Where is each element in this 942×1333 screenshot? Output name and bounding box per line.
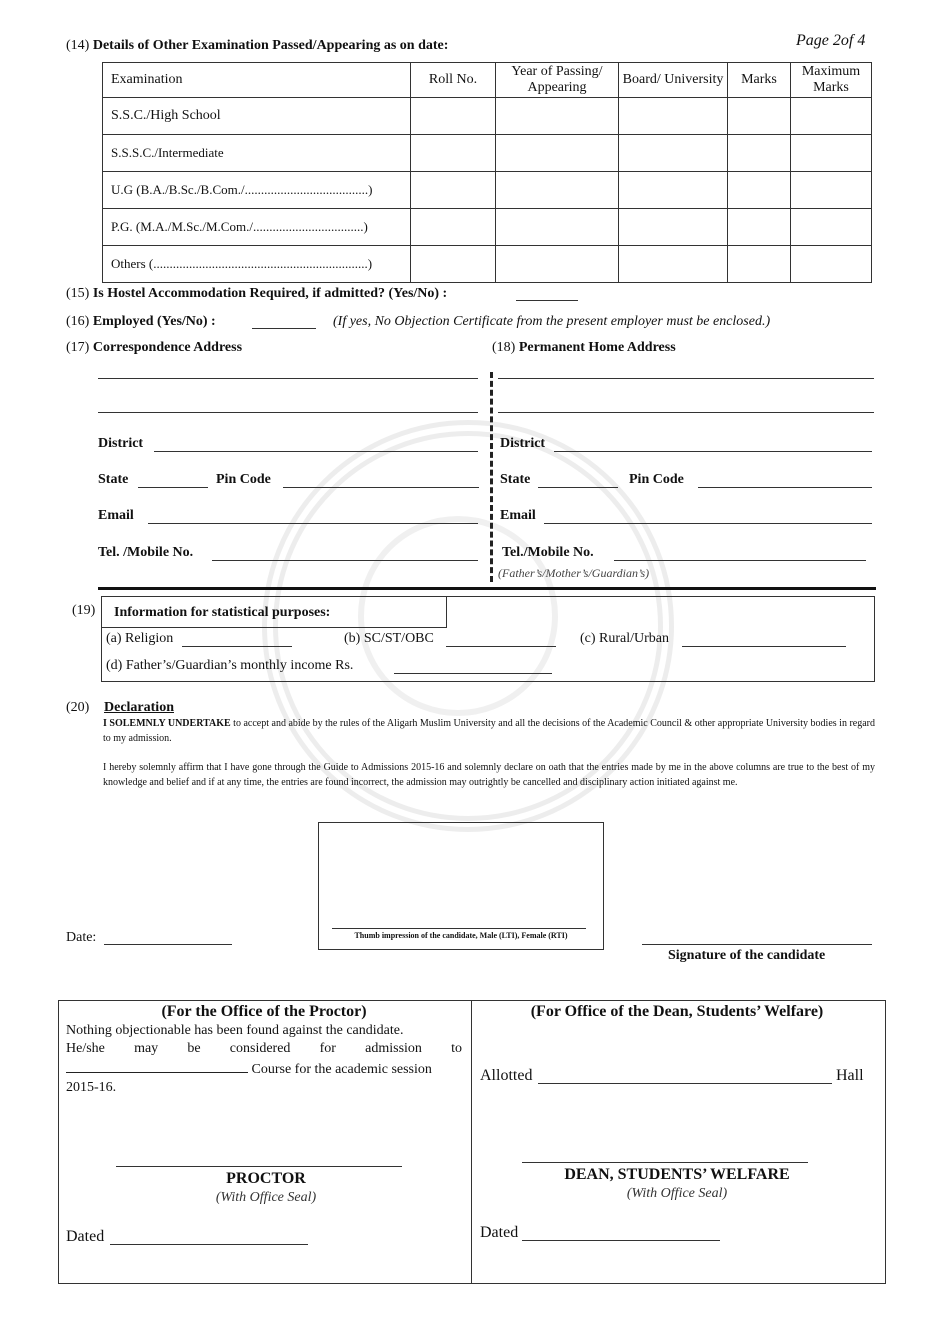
exam-table <box>102 62 872 283</box>
table-row <box>103 135 872 172</box>
declaration-para-1 <box>103 716 875 746</box>
religion-label: (a) Religion <box>106 631 174 646</box>
year-cell[interactable] <box>496 172 619 209</box>
q14-title: Details of Other Examination Passed/Appearing as on date: <box>92 38 449 53</box>
board-cell[interactable] <box>619 172 728 209</box>
q17-title: Correspondence Address <box>92 340 243 355</box>
roll-no-cell[interactable] <box>411 98 496 135</box>
corr-state-label: State <box>98 472 129 487</box>
dean-seal: (With Office Seal) <box>626 1186 728 1201</box>
q19-title: Information for statistical purposes: <box>114 605 331 620</box>
allotted-label: Allotted <box>480 1067 533 1084</box>
exam-name: U.G (B.A./B.Sc./B.Com./......................................) <box>103 172 411 209</box>
corr-email-field[interactable] <box>148 523 478 524</box>
table-row <box>103 98 872 135</box>
perm-tel-label: Tel./Mobile No. <box>502 545 594 560</box>
col-marks: Marks <box>728 63 791 98</box>
declaration-para-2: I hereby solemnly affirm that I have gone through the Guide to Admissions 2015-16 and solemnly declare on oath that the entries made by me in the above columns are true to the best of my knowledge and belief and if at any time, the entries are found incorrect, the admission may outrightly be cancelled and disciplinary action initiated against me. <box>103 762 875 788</box>
employed-answer-field[interactable] <box>252 328 316 329</box>
perm-tel-field[interactable] <box>614 560 866 561</box>
proctor-line-2: He/she may be considered for admission to <box>66 1041 462 1056</box>
proctor-sign: PROCTOR <box>226 1170 306 1187</box>
proctor-text <box>66 1022 462 1097</box>
perm-district-label: District <box>500 436 546 451</box>
q15-text: Is Hostel Accommodation Required, if admitted? (Yes/No) : <box>92 286 448 301</box>
proctor-line-4: 2015-16. <box>66 1080 117 1095</box>
corr-email-label: Email <box>98 508 134 523</box>
roll-no-cell[interactable] <box>411 246 496 283</box>
marks-cell[interactable] <box>728 98 791 135</box>
perm-state-field[interactable] <box>538 487 618 488</box>
corr-pin-field[interactable] <box>283 487 479 488</box>
proctor-title: (For the Office of the Proctor) <box>161 1003 367 1020</box>
office-divider <box>471 1000 472 1283</box>
corr-district-field[interactable] <box>154 451 478 452</box>
declaration-title: Declaration <box>104 700 174 715</box>
category-field[interactable] <box>446 646 556 647</box>
q20-number: (20) <box>66 700 90 715</box>
max-marks-cell[interactable] <box>791 209 872 246</box>
declaration-para-1-text: to accept and abide by the rules of the Aligarh Muslim University and all the decisions of the Academic Council & other appropriate University bodies in regard to my admission. <box>103 718 876 744</box>
board-cell[interactable] <box>619 209 728 246</box>
exam-name: S.S.S.C./Intermediate <box>103 135 411 172</box>
q16-note: (If yes, No Objection Certificate from the present employer must be enclosed.) <box>333 314 771 329</box>
corr-district-label: District <box>98 436 144 451</box>
marks-cell[interactable] <box>728 172 791 209</box>
corr-pin-label: Pin Code <box>216 472 271 487</box>
hostel-answer-field[interactable] <box>516 300 578 301</box>
hall-label: Hall <box>836 1067 864 1084</box>
corr-state-field[interactable] <box>138 487 208 488</box>
max-marks-cell[interactable] <box>791 135 872 172</box>
max-marks-cell[interactable] <box>791 246 872 283</box>
q15-number: (15) <box>66 286 90 301</box>
signature-field[interactable] <box>642 944 872 945</box>
area-field[interactable] <box>682 646 846 647</box>
signature-label: Signature of the candidate <box>668 948 826 963</box>
dean-dated-field[interactable] <box>522 1240 720 1241</box>
category-label: (b) SC/ST/OBC <box>344 631 434 646</box>
year-cell[interactable] <box>496 209 619 246</box>
thumb-line <box>332 928 586 929</box>
board-cell[interactable] <box>619 98 728 135</box>
proctor-dated-label: Dated <box>66 1228 105 1245</box>
area-label: (c) Rural/Urban <box>580 631 670 646</box>
marks-cell[interactable] <box>728 135 791 172</box>
course-field[interactable] <box>66 1058 248 1073</box>
proctor-line-3-text: Course for the academic session <box>251 1062 432 1077</box>
col-max-marks: Maximum Marks <box>791 63 872 98</box>
exam-table-header <box>103 63 872 98</box>
q19-number: (19) <box>72 603 96 618</box>
proctor-line-3 <box>66 1058 462 1079</box>
table-row <box>103 172 872 209</box>
year-cell[interactable] <box>496 246 619 283</box>
perm-email-field[interactable] <box>544 523 872 524</box>
q16-question <box>66 314 216 330</box>
year-cell[interactable] <box>496 98 619 135</box>
exam-name: Others (..................................................................) <box>103 246 411 283</box>
dean-sign-line[interactable] <box>522 1162 808 1163</box>
roll-no-cell[interactable] <box>411 135 496 172</box>
table-row <box>103 209 872 246</box>
max-marks-cell[interactable] <box>791 172 872 209</box>
col-roll-no: Roll No. <box>411 63 496 98</box>
date-field[interactable] <box>104 944 232 945</box>
q16-text: Employed (Yes/No) : <box>92 314 216 329</box>
col-year: Year of Passing/ Appearing <box>496 63 619 98</box>
corr-tel-label: Tel. /Mobile No. <box>98 545 194 560</box>
col-examination: Examination <box>103 63 411 98</box>
corr-tel-field[interactable] <box>212 560 478 561</box>
dean-sign: DEAN, STUDENTS’ WELFARE <box>564 1166 790 1183</box>
table-row <box>103 246 872 283</box>
income-label: (d) Father’s/Guardian’s monthly income Rs. <box>106 658 354 673</box>
permanent-address-line-2[interactable] <box>498 412 874 413</box>
correspondence-address-line-2[interactable] <box>98 412 478 413</box>
q18-heading <box>492 340 676 356</box>
perm-tel-note: (Father’s/Mother’s/Guardian’s) <box>498 566 650 580</box>
q14-heading <box>66 38 448 54</box>
income-field[interactable] <box>394 673 552 674</box>
q17-number: (17) <box>66 340 90 355</box>
exam-name: S.S.C./High School <box>103 98 411 135</box>
proctor-seal: (With Office Seal) <box>215 1190 317 1205</box>
q16-number: (16) <box>66 314 90 329</box>
q18-title: Permanent Home Address <box>518 340 676 355</box>
perm-email-label: Email <box>500 508 536 523</box>
address-divider <box>490 372 493 582</box>
marks-cell[interactable] <box>728 246 791 283</box>
board-cell[interactable] <box>619 246 728 283</box>
perm-pin-field[interactable] <box>698 487 872 488</box>
perm-district-field[interactable] <box>554 451 872 452</box>
permanent-address-line-1[interactable] <box>498 378 874 379</box>
perm-state-label: State <box>500 472 531 487</box>
dean-dated-label: Dated <box>480 1224 519 1241</box>
proctor-sign-line[interactable] <box>116 1166 402 1167</box>
dean-title: (For Office of the Dean, Students’ Welfare) <box>530 1003 824 1020</box>
hall-field[interactable] <box>538 1083 832 1084</box>
proctor-line-1: Nothing objectionable has been found against the candidate. <box>66 1023 404 1038</box>
marks-cell[interactable] <box>728 209 791 246</box>
declaration-undertake: I SOLEMNLY UNDERTAKE <box>103 718 231 729</box>
perm-pin-label: Pin Code <box>629 472 684 487</box>
roll-no-cell[interactable] <box>411 172 496 209</box>
q17-heading <box>66 340 242 356</box>
max-marks-cell[interactable] <box>791 98 872 135</box>
page-number: Page 2of 4 <box>796 32 866 49</box>
q18-number: (18) <box>492 340 516 355</box>
q14-number: (14) <box>66 38 90 53</box>
date-label: Date: <box>66 930 97 945</box>
roll-no-cell[interactable] <box>411 209 496 246</box>
correspondence-address-line-1[interactable] <box>98 378 478 379</box>
proctor-dated-field[interactable] <box>110 1244 308 1245</box>
religion-field[interactable] <box>182 646 292 647</box>
q15-question <box>66 286 447 302</box>
board-cell[interactable] <box>619 135 728 172</box>
section-separator <box>98 587 876 590</box>
col-board: Board/ University <box>619 63 728 98</box>
year-cell[interactable] <box>496 135 619 172</box>
exam-name: P.G. (M.A./M.Sc./M.Com./..................................) <box>103 209 411 246</box>
thumb-label: Thumb impression of the candidate, Male (LTI), Female (RTI) <box>354 931 568 940</box>
